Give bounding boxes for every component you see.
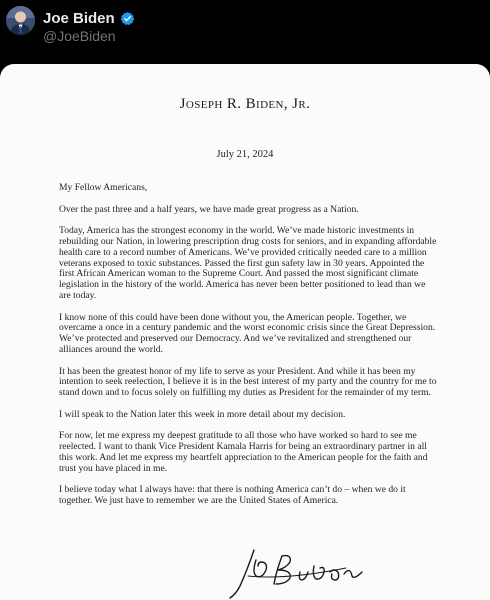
- paragraph: It has been the greatest honor of my life to serve as your President. And while it has been my intention to seek reelection, I believe it is in the best interest of my party and the country for me to stand down and to focus solely on fulfilling my duties as President for the remainder of my term.: [59, 365, 437, 399]
- paragraph: Over the past three and a half years, we have made great progress as a Nation.: [59, 203, 359, 215]
- post-header: [0, 0, 490, 62]
- salutation: My Fellow Americans,: [59, 182, 148, 193]
- avatar[interactable]: [6, 6, 35, 35]
- profile-photo-icon: [6, 6, 35, 35]
- paragraph: I believe today what I always have: that there is nothing America can’t do – when we do it together. We just have to remember we are the United States of America.: [59, 484, 406, 507]
- paragraph: I know none of this could have been done without you, the American people. Together, we overcame a once in a century pandemic and the worst economic crisis since the Great Depression. We’ve protected and preserved our Democracy. And we’ve revitalized and strengthened our alliances around the world.: [59, 311, 436, 355]
- name-row: [43, 9, 135, 27]
- display-name[interactable]: Joe Biden: [43, 9, 115, 27]
- letter-image[interactable]: [0, 64, 490, 600]
- paragraph: For now, let me express my deepest gratitude to all those who have worked so hard to see me reelected. I want to thank Vice President Kamala Harris for being an extraordinary partner in all this work. And let me express my heartfelt appreciation to the American people for the faith and trust you have placed in me.: [59, 430, 428, 474]
- letter-body: [59, 183, 439, 518]
- verified-badge-icon: [120, 11, 135, 26]
- paragraph: I will speak to the Nation later this week in more detail about my decision.: [59, 408, 346, 420]
- paragraph: Today, America has the strongest economy in the world. We’ve made historic investments in rebuilding our Nation, in lowering prescription drug costs for seniors, and in expanding affordable health care to a record number of Americans. We’ve provided critically needed care to a million veterans exposed to toxic substances. Passed the first gun safety law in 30 years. Appointed the first African American woman to the Supreme Court. And passed the most significant climate legislation in the history of the world. America has never been better positioned to lead than we are today.: [59, 225, 437, 301]
- letter-date: July 21, 2024: [216, 149, 274, 160]
- letterhead: Joseph R. Biden, Jr.: [179, 96, 311, 112]
- signature-icon: [226, 546, 366, 600]
- user-handle[interactable]: @JoeBiden: [43, 28, 116, 44]
